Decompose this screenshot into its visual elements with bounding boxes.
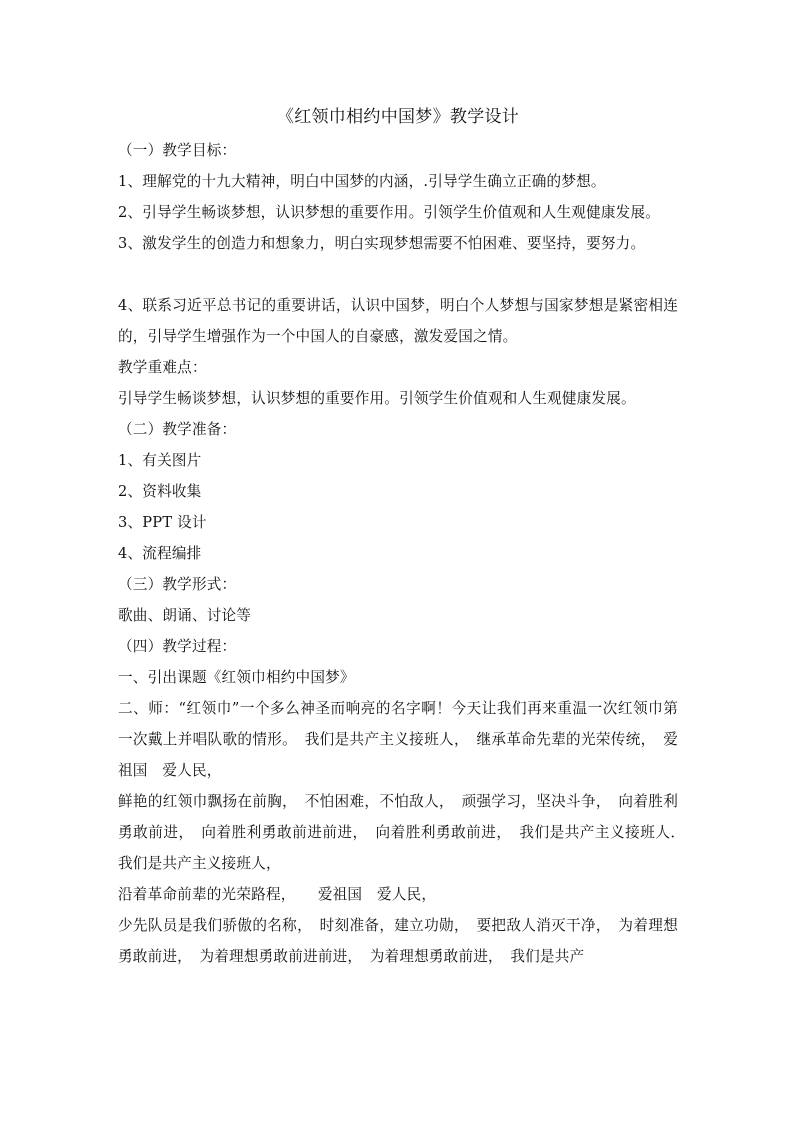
section-heading-prep: （二）教学准备： (118, 421, 237, 438)
section-heading-process: （四）教学过程： (118, 638, 237, 655)
prep-item-1: 1、有关图片 (118, 452, 202, 469)
key-points-text: 引导学生畅谈梦想，认识梦想的重要作用。引领学生价值观和人生观健康发展。 (118, 390, 636, 407)
goal-item-3: 3、激发学生的创造力和想象力，明白实现梦想需要不怕困难、要坚持，要努力。 (118, 235, 646, 252)
process-step-2: 二、师：“红领巾”一个多么神圣而响亮的名字啊！今天让我们再来重温一次红领巾第一次戴上并唱队歌的情形。 我们是共产主义接班人， 继承革命先辈的光荣传统， 爱祖国 爱人民， (118, 700, 678, 779)
goal-item-1: 1、理解党的十九大精神，明白中国梦的内涵，.引导学生确立正确的梦想。 (118, 173, 606, 190)
prep-item-3: 3、PPT 设计 (118, 514, 207, 531)
section-heading-forms: （三）教学形式： (118, 576, 237, 593)
goal-item-4: 4、联系习近平总书记的重要讲话，认识中国梦，明白个人梦想与国家梦想是紧密相连的，引导学生增强作为一个中国人的自豪感，激发爱国之情。 (118, 297, 678, 345)
document-title: 《红领巾相约中国梦》教学设计 (276, 107, 520, 127)
section-heading-goals: （一）教学目标： (118, 142, 237, 159)
goal-item-2: 2、引导学生畅谈梦想，认识梦想的重要作用。引领学生价值观和人生观健康发展。 (118, 204, 661, 221)
song-lyrics-2: 沿着革命前辈的光荣路程， 爱祖国 爱人民， (118, 886, 437, 903)
document-page (118, 104, 693, 972)
prep-item-4: 4、流程编排 (118, 545, 202, 562)
process-step-1: 一、引出课题《红领巾相约中国梦》 (118, 669, 355, 686)
key-points-heading: 教学重难点： (118, 359, 207, 376)
song-lyrics-3: 少先队员是我们骄傲的名称， 时刻准备，建立功勋， 要把敌人消灭干净， 为着理想勇敢前进， 为着理想勇敢前进前进， 为着理想勇敢前进， 我们是共产 (118, 917, 678, 965)
prep-item-2: 2、资料收集 (118, 483, 202, 500)
forms-text: 歌曲、朗诵、讨论等 (118, 607, 252, 624)
song-lyrics-1: 鲜艳的红领巾飘扬在前胸， 不怕困难，不怕敌人， 顽强学习，坚决斗争， 向着胜利勇敢前进， 向着胜利勇敢前进前进， 向着胜利勇敢前进， 我们是共产主义接班人． 我们是共产主义接班人， (118, 793, 693, 872)
blank-line (118, 259, 678, 290)
